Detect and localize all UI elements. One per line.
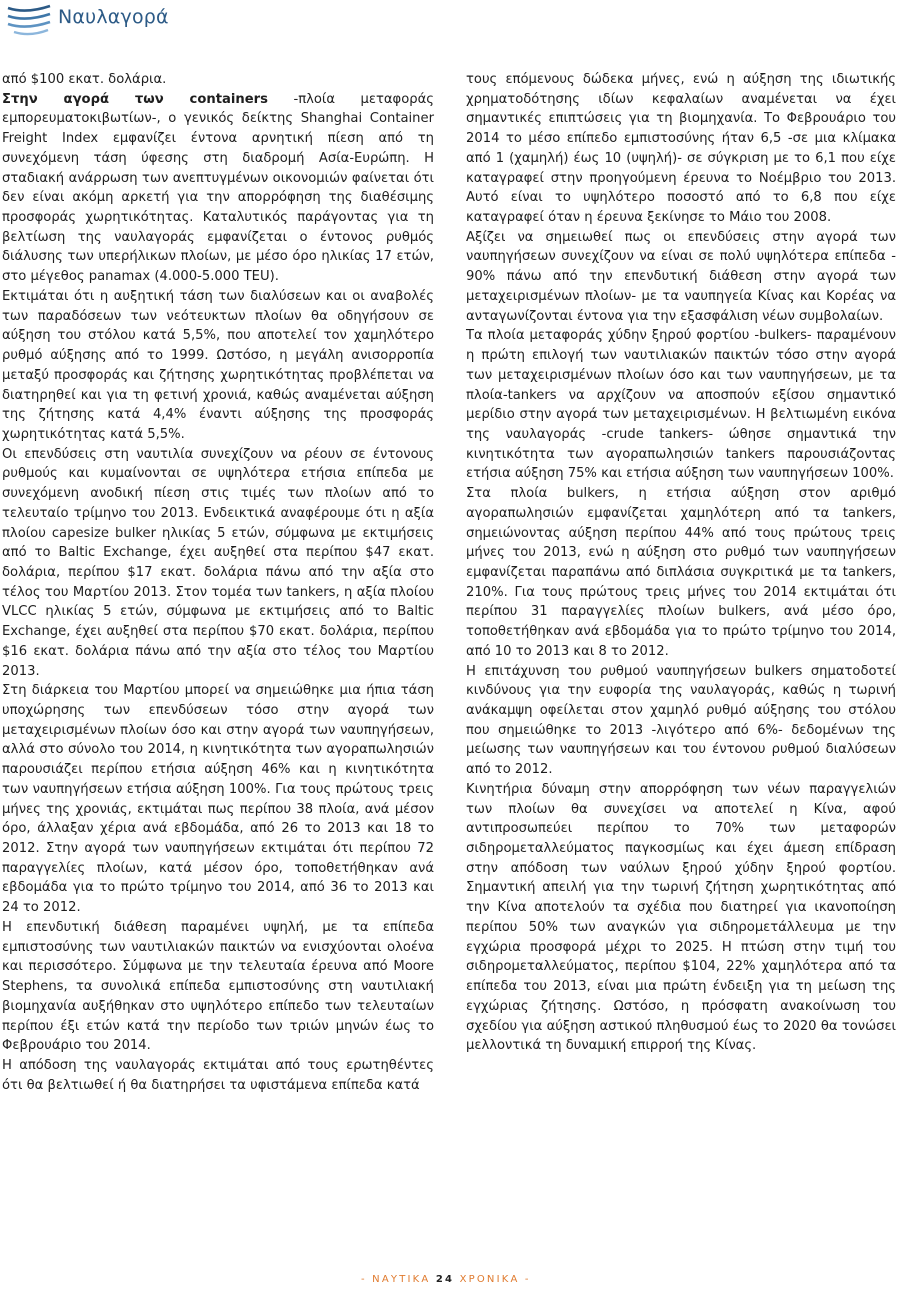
page-number: 24 [435,1274,455,1285]
page-header [0,0,260,46]
wave-lines-icon [4,2,54,42]
paragraph: Η επιτάχυνση του ρυθμού ναυπηγήσεων bulkers σηματοδοτεί κινδύνους για την ευφορία της ναυλαγοράς, καθώς η τωρινή ανάκαμψη οφείλεται στον χαμηλό ρυθμό αύξησης του στόλου που σημειώθηκε το 2013 -λιγότερο από 6%- δεδομένων της μείωσης των ναυπηγήσεων και του έντονου ρυθμού διαλύσεων από το 2012. [466,663,896,778]
right-column [466,70,896,1056]
paragraph: από $100 εκατ. δολάρια. [2,72,167,87]
paragraph-text: -πλοία μεταφοράς εμπορευματοκιβωτίων-, ο γενικός δείκτης Shanghai Container Freight Index εμφανίζει έντονα αρνητική πίεση από τη συνεχόμενη τάση ύφεσης στη διαδρομή Ασία-Ευρώπη. Η σταδιακή ανάρρωση των ανεπτυγμένων οικονομιών φαίνεται ότι δεν είναι ακόμη αρκετή για την απορρόφηση της διαθέσιμης προσφοράς χωρητικότητας. Καταλυτικός παράγοντας για τη βελτίωση της ναυλαγοράς εμφανίζεται ο έντονος ρυθμός διάλυσης των υπερήλικων πλοίων, με μέσο όρο ηλικίας 17 ετών, στο μέγεθος panamax (4.000-5.000 TEU). [2,91,434,285]
paragraph-lead: Στην αγορά των containers [2,91,268,107]
paragraph: Στη διάρκεια του Μαρτίου μπορεί να σημειώθηκε μια ήπια τάση υποχώρησης των επενδύσεων τόσο στην αγορά των μεταχειρισμένων πλοίων όσο και στην αγορά των ναυπηγήσεων, αλλά στο σύνολο του 2014, η κινητικότητα των αγοραπωλησιών παρουσιάζει περίπου ετήσια αύξηση 46% και η κινητικότητα των ναυπηγήσεων ετήσια αύξηση 100%. Για τους πρώτους τρεις μήνες της χρονιάς, εκτιμάται πως περίπου 38 πλοία, ανά μέσον όρο, άλλαξαν χέρια ανά εβδομάδα, από 26 το 2013 και 18 το 2012. Στην αγορά των ναυπηγήσεων εκτιμάται ότι περίπου 72 παραγγελίες πλοίων, κατά μέσον όρο, τοποθετήθηκαν ανά εβδομάδα για το πρώτο τρίμηνο του 2014, από 36 το 2013 και 24 το 2012. [2,683,434,916]
paragraph [2,90,434,287]
paragraph: Τα πλοία μεταφοράς χύδην ξηρού φορτίου -bulkers- παραμένουν η πρώτη επιλογή των ναυτιλιακών παικτών τόσο στην αγορά των μεταχειρισμένων πλοίων όσο και των ναυπηγήσεων, με τα πλοία-tankers να αρχίζουν να αποσπούν εξίσου σημαντικό μερίδιο στην αγορά των μεταχειρισμένων. Η βελτιωμένη εικόνα της ναυλαγοράς -crude tankers- ώθησε σημαντικά την κινητικότητα των αγοραπωλησιών tankers παρουσιάζοντας ετήσια αύξηση 75% και ετήσια αύξηση των ναυπηγήσεων 100%. [466,328,896,482]
page-number-label [361,1274,531,1285]
section-title: Ναυλαγορά [58,6,169,28]
paragraph: Στα πλοία bulkers, η ετήσια αύξηση στον αριθμό αγοραπωλησιών εμφανίζεται χαμηλότερη από τα tankers, σημειώνοντας αύξηση περίπου 44% από τους πρώτους τρεις μήνες του 2013, ενώ η αύξηση στο ρυθμό των ναυπηγήσεων εμφανίζεται παραπάνω από διπλάσια συγκριτικά με τα tankers, 210%. Για τους πρώτους τρεις μήνες του 2014 εκτιμάται ότι περίπου 31 παραγγελίες πλοίων bulkers, ανά μέσο όρο, τοποθετήθηκαν ανά εβδομάδα για το πρώτο τρίμηνο του 2014, από 10 το 2013 και 8 το 2012. [466,486,896,659]
footer-suffix: ΧΡΟΝΙΚΑ - [454,1274,531,1285]
paragraph: Κινητήρια δύναμη στην απορρόφηση των νέων παραγγελιών των πλοίων θα συνεχίσει να αποτελεί η Κίνα, αφού αντιπροσωπεύει περίπου το 70% των μεταφορών σιδηρομεταλλεύματος παγκοσμίως και έχει άμεση επίδραση στην απόδοση των ναύλων ξηρού χύδην ξηρού φορτίου. Σημαντική απειλή για την τωρινή ζήτηση χωρητικότητας από την Κίνα αποτελούν τα σχέδια που διατηρεί για ικανοποίηση περίπου 50% των αναγκών για σιδηρομετάλλευμα με την εγχώρια προσφορά μέχρι το 2025. Η πτώση στην τιμή του σιδηρομεταλλεύματος, περίπου $104, 22% χαμηλότερα από τα επίπεδα του 2013, είναι μια πρώτη ένδειξη για τη μείωση της εγχώριας ζήτησης. Ωστόσο, η πρόσφατη ανακοίνωση του σχεδίου για αύξηση αστικού πληθυσμού έως το 2020 θα τονώσει μελλοντικά τη δυναμική επιρροή της Κίνας. [466,781,896,1054]
paragraph: Αξίζει να σημειωθεί πως οι επενδύσεις στην αγορά των ναυπηγήσεων συνεχίζουν να είναι σε πολύ υψηλότερα επίπεδα - 90% πάνω από την επενδυτική διάθεση στην αγορά των μεταχειρισμένων πλοίων- με τα ναυπηγεία Κίνας και Κορέας να ανταγωνίζονται έντονα για την εξασφάλιση νέων συμβολαίων. [466,229,896,324]
page-footer [0,1274,899,1288]
footer-prefix: - ΝΑΥΤΙΚΑ [361,1274,436,1285]
paragraph: Η επενδυτική διάθεση παραμένει υψηλή, με τα επίπεδα εμπιστοσύνης των ναυτιλιακών παικτών να ενισχύονται ολοένα και περισσότερο. Σύμφωνα με την τελευταία έρευνα από Moore Stephens, τα συνολικά επίπεδα εμπιστοσύνης στη ναυτιλιακή βιομηχανία αυξήθηκαν στο υψηλότερο επίπεδο των τελευταίων περίπου έξι ετών κατά την περίοδο των τριών μηνών έως το Φεβρουάριο του 2014. [2,919,434,1054]
paragraph: Εκτιμάται ότι η αυξητική τάση των διαλύσεων και οι αναβολές των παραδόσεων των νεότευκτων πλοίων θα οδηγήσουν σε αύξηση του στόλου κατά 5,5%, που αποτελεί τον χαμηλότερο ρυθμό αύξησης από το 1999. Ωστόσο, η μεγάλη ανισορροπία μεταξύ προσφοράς και ζήτησης χωρητικότητας προβλέπεται να διατηρηθεί και για τη φετινή χρονιά, καθώς αναμένεται αύξηση της ζήτησης κατά 4,4% έναντι αύξησης της προσφοράς χωρητικότητας κατά 5,5%. [2,288,434,442]
paragraph: Οι επενδύσεις στη ναυτιλία συνεχίζουν να ρέουν σε έντονους ρυθμούς και κυμαίνονται σε υψηλότερα ετήσια επίπεδα με συνεχόμενη ανοδική πίεση στις τιμές των πλοίων από το τελευταίο τρίμηνο του 2013. Ενδεικτικά αναφέρουμε ότι η αξία πλοίου capesize bulker ηλικίας 5 ετών, σύμφωνα με εκτιμήσεις από το Baltic Exchange, έχει αυξηθεί στα περίπου $47 εκατ. δολάρια, περίπου $17 εκατ. δολάρια πάνω από την αξία στο τέλος του Μαρτίου 2013. Στον τομέα των tankers, η αξία πλοίου VLCC ηλικίας 5 ετών, σύμφωνα με εκτιμήσεις από το Baltic Exchange, έχει αυξηθεί στα περίπου $70 εκατ. δολάρια, περίπου $16 εκατ. δολάρια πάνω από την αξία στο τέλος του Μαρτίου 2013. [2,446,434,679]
paragraph: τους επόμενους δώδεκα μήνες, ενώ η αύξηση της ιδιωτικής χρηματοδότησης ιδίων κεφαλαίων αναμένεται να έχει σημαντικές επιπτώσεις για τη βιομηχανία. Το Φεβρουάριο του 2014 το μέσο επίπεδο εμπιστοσύνης ήταν 6,5 -σε μια κλίμακα από 1 (χαμηλή) έως 10 (υψηλή)- σε σύγκριση με το 6,1 που είχε καταγραφεί στην προηγούμενη έρευνα το Νοέμβριο του 2013. Αυτό είναι το υψηλότερο ποσοστό από το 6,8 που είχε καταγραφεί όταν η έρευνα ξεκίνησε το Μάιο του 2008. [466,72,896,226]
paragraph: Η απόδοση της ναυλαγοράς εκτιμάται από τους ερωτηθέντες ότι θα βελτιωθεί ή θα διατηρήσει τα υφιστάμενα επίπεδα κατά [2,1057,434,1093]
left-column [2,70,434,1095]
